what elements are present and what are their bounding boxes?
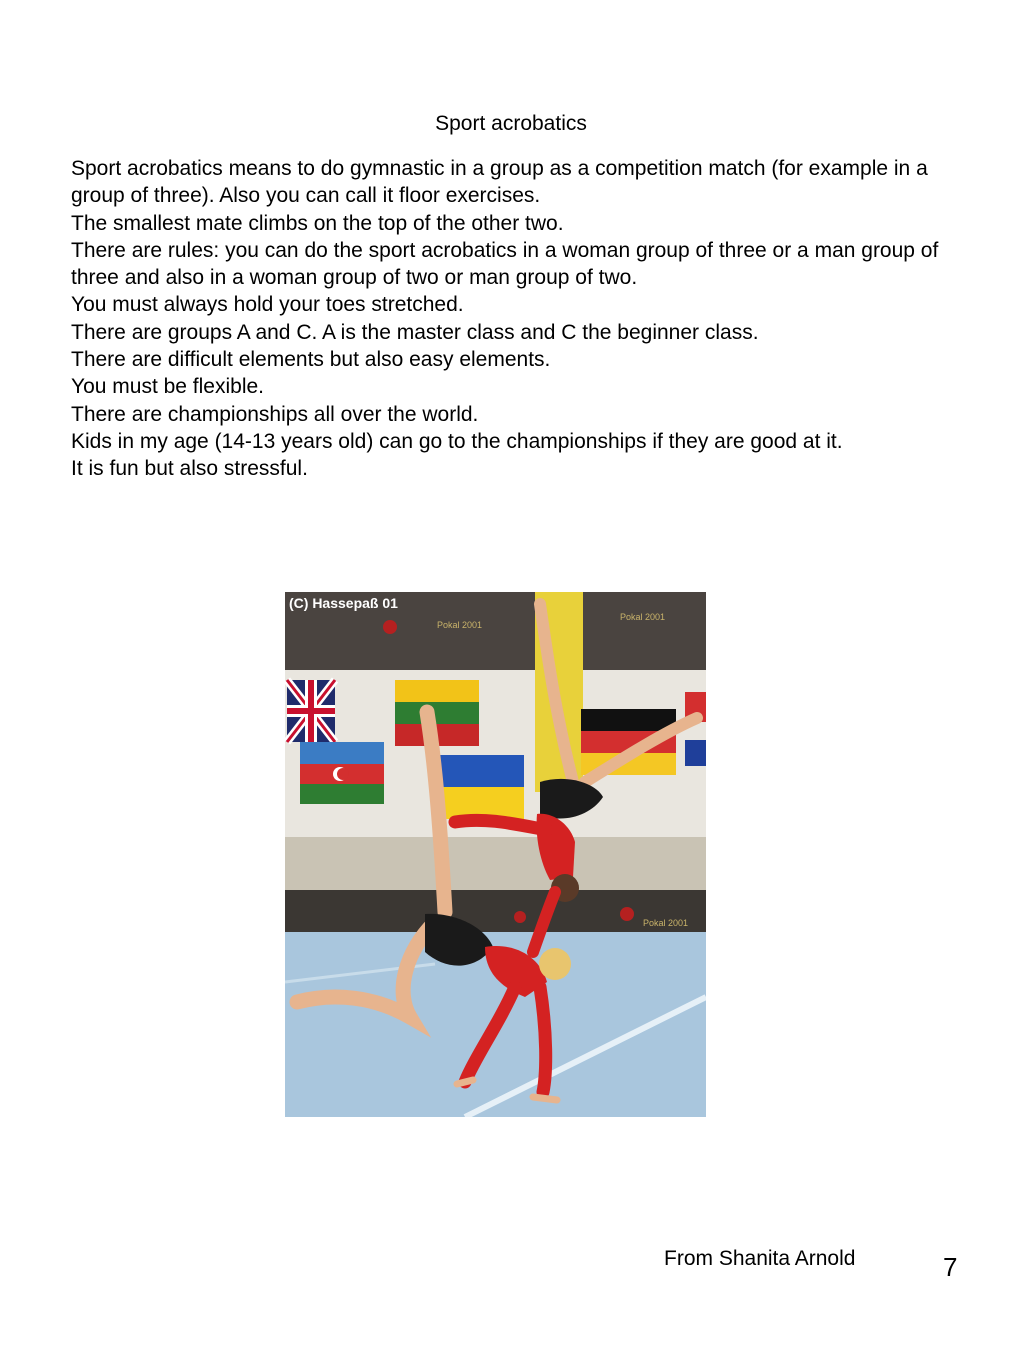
banner-text: Pokal 2001 [620,612,666,622]
page-number: 7 [943,1252,958,1282]
ukraine-flag [440,755,524,819]
body-text [71,155,951,483]
paragraph: Kids in my age (14-13 years old) can go to the championships if they are good at it. [71,429,843,453]
paragraph: Sport acrobatics means to do gymnastic in a group as a competition match (for example in a group of three). Also you can call it floor exercises. [71,157,928,208]
paragraph: It is fun but also stressful. [71,457,308,481]
uk-flag [287,680,335,742]
photo-watermark: (C) Hassepaß 01 [289,595,398,611]
banner-text: Pokal 2001 [437,620,483,630]
paragraph: There are rules: you can do the sport acrobatics in a woman group of three or a man group of three and also in a woman group of two or man group of two. [71,238,939,290]
page-title: Sport acrobatics [435,112,587,135]
paragraph: You must always hold your toes stretched. [71,293,464,317]
paragraph: There are difficult elements but also easy elements. [71,348,551,372]
paragraph: You must be flexible. [71,375,265,399]
azerbaijan-flag [300,742,384,804]
author-credit: From Shanita Arnold [664,1247,856,1270]
paragraph: There are championships all over the world. [71,402,479,426]
acrobatics-photo [285,592,706,1117]
banner-text: Pokal 2001 [643,918,689,928]
paragraph: There are groups A and C. A is the master class and C the beginner class. [71,320,759,344]
paragraph: The smallest mate climbs on the top of the other two. [71,211,564,235]
